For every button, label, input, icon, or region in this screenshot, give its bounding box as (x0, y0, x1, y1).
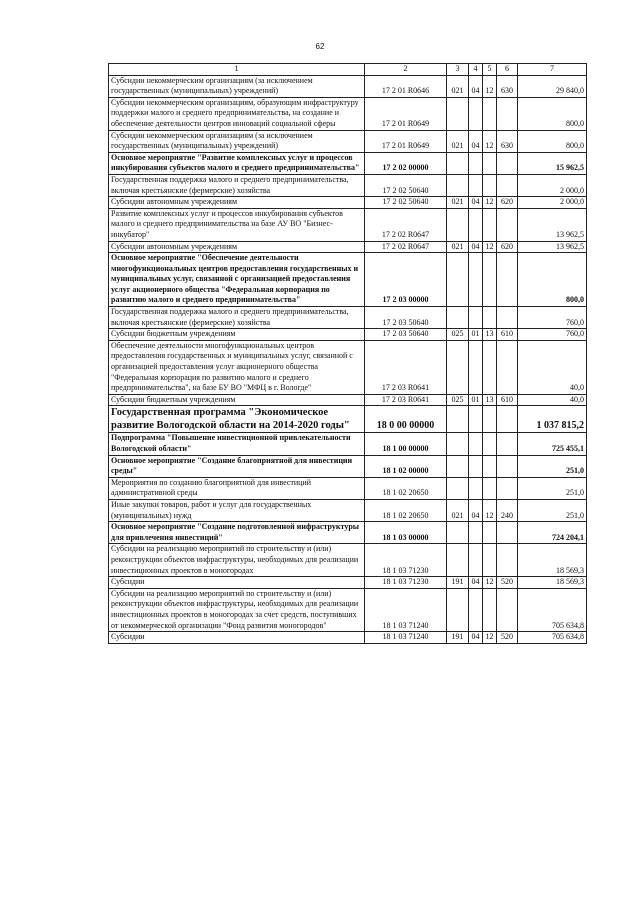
row-section (469, 97, 483, 130)
row-subsection (483, 152, 497, 174)
row-expense-type (497, 97, 518, 130)
row-expense-type: 520 (497, 632, 518, 644)
row-subsection: 13 (483, 329, 497, 341)
row-section (469, 588, 483, 631)
row-subsection: 12 (483, 75, 497, 97)
row-subsection (483, 97, 497, 130)
row-subsection (483, 588, 497, 631)
row-subsection: 12 (483, 632, 497, 644)
row-section (469, 477, 483, 499)
row-subsection (483, 455, 497, 477)
header-col-7: 7 (518, 64, 587, 76)
row-expense-type: 520 (497, 577, 518, 589)
table-body (109, 75, 587, 643)
row-section: 04 (469, 632, 483, 644)
row-subsection (483, 307, 497, 329)
header-col-3: 3 (447, 64, 469, 76)
row-name: Субсидии (109, 577, 365, 589)
row-name: Основное мероприятие "Создание благоприятной для инвестиции среды" (109, 455, 365, 477)
row-section (469, 307, 483, 329)
row-name: Мероприятия по созданию благоприятной для инвестиций административной среды (109, 477, 365, 499)
page-number: 62 (315, 42, 325, 51)
table-row (109, 75, 587, 97)
row-name: Иные закупки товаров, работ и услуг для государственных (муниципальных) нужд (109, 499, 365, 521)
row-name: Государственная программа "Экономическое развитие Вологодской области на 2014-2020 годы" (109, 406, 365, 433)
row-expense-type (497, 253, 518, 307)
row-admin-code: 025 (447, 329, 469, 341)
row-code: 17 2 02 R0647 (365, 208, 447, 241)
row-name: Государственная поддержка малого и среднего предпринимательства, включая крестьянские (фермерские) хозяйства (109, 174, 365, 196)
row-subsection (483, 340, 497, 394)
row-name: Субсидии (109, 632, 365, 644)
table-row (109, 130, 587, 152)
row-admin-code (447, 433, 469, 455)
row-code: 18 1 03 71230 (365, 577, 447, 589)
row-admin-code: 021 (447, 130, 469, 152)
row-section: 01 (469, 329, 483, 341)
row-section (469, 174, 483, 196)
row-admin-code (447, 544, 469, 577)
table-row (109, 455, 587, 477)
table-row (109, 307, 587, 329)
row-amount: 15 962,5 (518, 152, 587, 174)
row-code: 17 2 02 00000 (365, 152, 447, 174)
table-row (109, 499, 587, 521)
row-admin-code: 191 (447, 577, 469, 589)
row-name: Обеспечение деятельности многофункциональных центров предоставления государственных и муниципальных услуг, связанной с организацией предоставления услуг акционерного общества "Федеральная корпорация по развитию малого и среднего предпринимательства", на базе БУ ВО "МФЦ в г. Вологде" (109, 340, 365, 394)
row-code: 18 1 03 71240 (365, 632, 447, 644)
table-row (109, 544, 587, 577)
row-section (469, 152, 483, 174)
header-col-5: 5 (483, 64, 497, 76)
row-expense-type (497, 477, 518, 499)
row-section: 04 (469, 577, 483, 589)
row-admin-code (447, 253, 469, 307)
row-subsection: 12 (483, 499, 497, 521)
row-amount: 251,0 (518, 477, 587, 499)
row-admin-code (447, 522, 469, 544)
row-section (469, 522, 483, 544)
row-expense-type (497, 406, 518, 433)
row-amount: 18 569,3 (518, 544, 587, 577)
row-code: 17 2 02 R0647 (365, 241, 447, 253)
row-expense-type: 630 (497, 130, 518, 152)
row-section (469, 544, 483, 577)
row-name: Развитие комплексных услуг и процессов инкубирования субъектов малого и среднего предпринимательства на базе АУ ВО "Бизнес-инкубатор" (109, 208, 365, 241)
row-amount: 251,0 (518, 499, 587, 521)
row-name: Государственная поддержка малого и среднего предпринимательства, включая крестьянские (фермерские) хозяйства (109, 307, 365, 329)
row-amount: 2 000,0 (518, 197, 587, 209)
header-col-2: 2 (365, 64, 447, 76)
row-subsection: 12 (483, 130, 497, 152)
header-col-1: 1 (109, 64, 365, 76)
row-name: Субсидии на реализацию мероприятий по строительству и (или) реконструкции объектов инфраструктуры, необходимых для реализации инвестиционных проектов в моногородах (109, 544, 365, 577)
header-col-6: 6 (497, 64, 518, 76)
table-row (109, 433, 587, 455)
row-code: 18 1 03 71230 (365, 544, 447, 577)
row-subsection: 12 (483, 241, 497, 253)
row-expense-type (497, 208, 518, 241)
row-admin-code: 191 (447, 632, 469, 644)
row-section: 01 (469, 394, 483, 406)
row-amount: 705 634,8 (518, 632, 587, 644)
row-name: Субсидии на реализацию мероприятий по строительству и (или) реконструкции объектов инфраструктуры, необходимых для реализации инвестиционных проектов в моногородах за счет средств, поступивших от некоммерческой организации "Фонд развития моногородов" (109, 588, 365, 631)
table-row (109, 97, 587, 130)
row-section: 04 (469, 130, 483, 152)
row-subsection (483, 253, 497, 307)
table-row (109, 174, 587, 196)
row-code: 17 2 03 50640 (365, 307, 447, 329)
row-code: 18 1 02 00000 (365, 455, 447, 477)
table-row (109, 253, 587, 307)
row-admin-code (447, 406, 469, 433)
row-section: 04 (469, 241, 483, 253)
row-amount: 18 569,3 (518, 577, 587, 589)
row-admin-code (447, 97, 469, 130)
row-expense-type (497, 544, 518, 577)
row-name: Субсидии бюджетным учреждениям (109, 394, 365, 406)
header-col-4: 4 (469, 64, 483, 76)
row-admin-code: 021 (447, 197, 469, 209)
row-admin-code: 021 (447, 75, 469, 97)
table-header (109, 64, 587, 76)
row-amount: 760,0 (518, 329, 587, 341)
table-row (109, 522, 587, 544)
row-admin-code: 021 (447, 499, 469, 521)
table-row (109, 406, 587, 433)
row-expense-type (497, 174, 518, 196)
row-expense-type: 240 (497, 499, 518, 521)
row-code: 17 2 03 00000 (365, 253, 447, 307)
row-code: 17 2 01 R0646 (365, 75, 447, 97)
row-subsection (483, 174, 497, 196)
row-amount: 1 037 815,2 (518, 406, 587, 433)
row-amount: 251,0 (518, 455, 587, 477)
table-row (109, 588, 587, 631)
row-code: 18 1 03 71240 (365, 588, 447, 631)
row-expense-type: 610 (497, 329, 518, 341)
row-code: 18 1 02 20650 (365, 499, 447, 521)
row-name: Основное мероприятие "Обеспечение деятельности многофункциональных центров предоставления государственных и муниципальных услуг, связанной с организацией предоставления услуг акционерного общества "Федеральная корпорация по развитию малого и среднего предпринимательства" (109, 253, 365, 307)
budget-table (108, 63, 587, 644)
row-expense-type (497, 152, 518, 174)
row-admin-code (447, 152, 469, 174)
row-admin-code: 021 (447, 241, 469, 253)
table-row (109, 394, 587, 406)
row-admin-code (447, 588, 469, 631)
row-amount: 724 204,1 (518, 522, 587, 544)
table-row (109, 208, 587, 241)
table-row (109, 477, 587, 499)
row-amount: 40,0 (518, 340, 587, 394)
row-expense-type (497, 455, 518, 477)
row-subsection (483, 477, 497, 499)
row-amount: 2 000,0 (518, 174, 587, 196)
row-name: Подпрограмма "Повышение инвестиционной привлекательности Вологодской области" (109, 433, 365, 455)
row-subsection (483, 433, 497, 455)
row-code: 17 2 03 50640 (365, 329, 447, 341)
row-code: 18 1 03 00000 (365, 522, 447, 544)
row-admin-code: 025 (447, 394, 469, 406)
row-subsection: 13 (483, 394, 497, 406)
table-row (109, 632, 587, 644)
row-code: 17 2 03 R0641 (365, 340, 447, 394)
row-expense-type (497, 433, 518, 455)
row-code: 18 0 00 00000 (365, 406, 447, 433)
row-section (469, 455, 483, 477)
row-amount: 800,0 (518, 130, 587, 152)
row-code: 17 2 02 50640 (365, 174, 447, 196)
row-expense-type: 630 (497, 75, 518, 97)
row-section (469, 340, 483, 394)
row-code: 17 2 01 R0649 (365, 97, 447, 130)
row-subsection (483, 208, 497, 241)
row-expense-type: 620 (497, 197, 518, 209)
row-expense-type (497, 307, 518, 329)
row-admin-code (447, 208, 469, 241)
table-row (109, 340, 587, 394)
row-code: 17 2 01 R0649 (365, 130, 447, 152)
row-subsection: 12 (483, 197, 497, 209)
row-section (469, 406, 483, 433)
row-name: Субсидии некоммерческим организациям (за исключением государственных (муниципальных) учреждений) (109, 130, 365, 152)
row-admin-code (447, 174, 469, 196)
table-row (109, 329, 587, 341)
row-subsection (483, 406, 497, 433)
row-expense-type (497, 588, 518, 631)
row-name: Субсидии бюджетным учреждениям (109, 329, 365, 341)
row-amount: 40,0 (518, 394, 587, 406)
row-section (469, 253, 483, 307)
row-amount: 800,0 (518, 97, 587, 130)
row-subsection: 12 (483, 577, 497, 589)
row-amount: 705 634,8 (518, 588, 587, 631)
row-name: Субсидии некоммерческим организациям, образующим инфраструктуру поддержки малого и среднего предпринимательства, на создание и обеспечение деятельности центров инноваций социальной сферы (109, 97, 365, 130)
row-expense-type: 620 (497, 241, 518, 253)
row-code: 17 2 02 50640 (365, 197, 447, 209)
row-amount: 725 455,1 (518, 433, 587, 455)
table-row (109, 197, 587, 209)
row-amount: 13 962,5 (518, 208, 587, 241)
row-expense-type (497, 522, 518, 544)
row-amount: 800,0 (518, 253, 587, 307)
row-code: 18 1 00 00000 (365, 433, 447, 455)
row-code: 18 1 02 20650 (365, 477, 447, 499)
row-section: 04 (469, 75, 483, 97)
row-amount: 29 840,0 (518, 75, 587, 97)
row-amount: 760,0 (518, 307, 587, 329)
table-row (109, 577, 587, 589)
row-admin-code (447, 307, 469, 329)
row-name: Субсидии автономным учреждениям (109, 197, 365, 209)
row-admin-code (447, 477, 469, 499)
row-amount: 13 962,5 (518, 241, 587, 253)
table-row (109, 152, 587, 174)
row-name: Основное мероприятие "Создание подготовленной инфраструктуры для привлечения инвестиций" (109, 522, 365, 544)
row-section (469, 433, 483, 455)
row-subsection (483, 522, 497, 544)
row-name: Субсидии некоммерческим организациям (за исключением государственных (муниципальных) учреждений) (109, 75, 365, 97)
row-section: 04 (469, 197, 483, 209)
row-section: 04 (469, 499, 483, 521)
row-subsection (483, 544, 497, 577)
row-admin-code (447, 455, 469, 477)
row-admin-code (447, 340, 469, 394)
row-name: Основное мероприятие "Развитие комплексных услуг и процессов инкубирования субъектов малого и среднего предпринимательства" (109, 152, 365, 174)
row-code: 17 2 03 R0641 (365, 394, 447, 406)
table-row (109, 241, 587, 253)
row-expense-type (497, 340, 518, 394)
row-name: Субсидии автономным учреждениям (109, 241, 365, 253)
row-expense-type: 610 (497, 394, 518, 406)
row-section (469, 208, 483, 241)
